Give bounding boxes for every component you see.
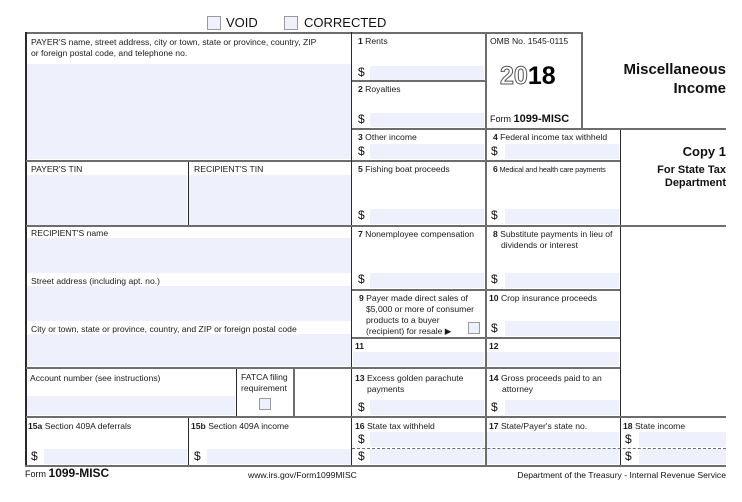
box7-dollar: $	[358, 272, 365, 286]
column-line-boxes	[485, 32, 487, 466]
street-address-input[interactable]	[26, 286, 351, 321]
row-line-box2	[352, 128, 726, 130]
corrected-label: CORRECTED	[304, 15, 387, 30]
box11-label: 11	[355, 341, 365, 351]
box10-dollar: $	[491, 321, 498, 335]
title-line-2: Income	[673, 80, 726, 97]
box18-dollar-2: $	[625, 449, 632, 463]
box14-label-2: attorney	[502, 384, 534, 394]
box8-input[interactable]	[505, 273, 619, 288]
void-label: VOID	[226, 15, 258, 30]
box10-label: 10 Crop insurance proceeds	[489, 293, 597, 303]
box16-dollar-1: $	[358, 432, 365, 446]
form-border-bottom	[25, 465, 726, 467]
recipient-tin-input[interactable]	[189, 175, 351, 225]
omb-form-prefix: Form	[490, 114, 511, 124]
corrected-checkbox[interactable]	[284, 16, 298, 30]
city-label: City or town, state or province, country, and ZIP or foreign postal code	[31, 324, 297, 334]
fatca-checkbox[interactable]	[259, 398, 271, 410]
box9-label-2: $5,000 or more of consumer	[366, 304, 474, 314]
box13-label-1: 13 Excess golden parachute	[355, 373, 464, 383]
city-input[interactable]	[26, 334, 351, 366]
row-line-account	[26, 416, 726, 418]
row-line-recipient	[26, 367, 620, 369]
box6-dollar: $	[491, 208, 498, 222]
omb-number: OMB No. 1545-0115	[490, 36, 569, 46]
row-line-box7	[352, 289, 620, 291]
form-border-left	[25, 32, 27, 466]
payer-name-label-1: PAYER'S name, street address, city or town, state or province, country, ZIP	[31, 37, 317, 47]
tin-divider	[188, 160, 189, 226]
row-line-box1	[352, 80, 485, 82]
box11-input[interactable]	[353, 352, 484, 366]
box15b-dollar: $	[194, 449, 201, 463]
box18-input-1[interactable]	[639, 432, 726, 447]
box1-input[interactable]	[370, 66, 484, 80]
box4-label: 4 Federal income tax withheld	[493, 132, 608, 142]
street-address-label: Street address (including apt. no.)	[31, 276, 160, 286]
box15b-label: 15b Section 409A income	[191, 421, 289, 431]
payer-tin-input[interactable]	[26, 175, 187, 225]
column-line-payer	[351, 32, 352, 466]
row-line-box9	[352, 337, 620, 339]
box4-dollar: $	[491, 144, 498, 158]
account-number-label: Account number (see instructions)	[30, 373, 161, 383]
box13-label-2: payments	[367, 384, 405, 394]
box6-input[interactable]	[505, 209, 619, 224]
fatca-right-line	[293, 367, 295, 416]
box6-label: 6 Medical and health care payments	[493, 164, 606, 174]
form-border-top	[25, 32, 582, 34]
footer-form-prefix: Form	[25, 469, 46, 479]
box8-dollar: $	[491, 272, 498, 286]
box18-input-2[interactable]	[639, 449, 726, 464]
box5-dollar: $	[358, 208, 365, 222]
fatca-label-2: requirement	[241, 383, 287, 393]
box17-input-2[interactable]	[487, 449, 619, 464]
tax-year-bold: 18	[527, 62, 556, 90]
box12-input[interactable]	[487, 352, 619, 366]
box10-input[interactable]	[505, 321, 619, 336]
box14-input[interactable]	[505, 400, 619, 415]
box17-input-1[interactable]	[487, 432, 619, 447]
omb-form-number: 1099-MISC	[513, 113, 570, 125]
void-checkbox[interactable]	[207, 16, 221, 30]
fatca-left-line	[236, 367, 237, 416]
box1-label: 1 Rents	[358, 36, 388, 46]
box9-label-3: products to a buyer	[366, 315, 440, 325]
box16-dollar-2: $	[358, 449, 365, 463]
box4-input[interactable]	[505, 144, 619, 159]
box2-input[interactable]	[370, 113, 484, 127]
copy-label: Copy 1	[682, 144, 726, 159]
box9-checkbox[interactable]	[468, 322, 480, 334]
box16-input-1[interactable]	[370, 432, 484, 447]
box7-input[interactable]	[370, 273, 484, 288]
fatca-label-1: FATCA filing	[241, 372, 288, 382]
box5-label: 5 Fishing boat proceeds	[358, 164, 450, 174]
column-line-omb	[581, 32, 583, 128]
box18-dollar-1: $	[625, 432, 632, 446]
payer-name-label-2: or foreign postal code, and telephone no.	[31, 48, 188, 58]
recipient-name-label: RECIPIENT'S name	[31, 228, 109, 238]
payer-tin-label: PAYER'S TIN	[31, 164, 83, 174]
box18-label: 18 State income	[623, 421, 686, 431]
for-label-1: For State Tax	[657, 164, 726, 176]
state-row-divider	[352, 448, 726, 449]
box15b-input[interactable]	[207, 449, 351, 464]
row-line-payer	[26, 160, 351, 162]
box3-dollar: $	[358, 144, 365, 158]
box15a-dollar: $	[31, 449, 38, 463]
box15a-label: 15a Section 409A deferrals	[28, 421, 132, 431]
box9-label-4: (recipient) for resale ▶	[366, 326, 452, 336]
box1-dollar: $	[358, 65, 365, 79]
footer-form-name	[25, 466, 109, 481]
box2-dollar: $	[358, 112, 365, 126]
tax-year-outline: 20	[500, 62, 528, 90]
box13-input[interactable]	[370, 400, 484, 415]
box8-label-1: 8 Substitute payments in lieu of	[493, 229, 613, 239]
box3-input[interactable]	[370, 144, 484, 159]
for-label-2: Department	[664, 177, 726, 189]
footer-url[interactable]: www.irs.gov/Form1099MISC	[248, 470, 357, 480]
box13-dollar: $	[358, 400, 365, 414]
box15a-input[interactable]	[44, 449, 187, 464]
box5-input[interactable]	[370, 209, 484, 224]
title-line-1: Miscellaneous	[623, 61, 726, 78]
box9-label-1: 9 Payer made direct sales of	[359, 293, 468, 303]
box17-label: 17 State/Payer's state no.	[489, 421, 588, 431]
omb-form-name	[490, 113, 569, 126]
box12-label: 12	[489, 341, 499, 351]
box7-label: 7 Nonemployee compensation	[358, 229, 475, 239]
footer-form-number: 1099-MISC	[48, 466, 110, 480]
account-number-input[interactable]	[26, 396, 235, 415]
box16-input-2[interactable]	[370, 449, 484, 464]
recipient-tin-label: RECIPIENT'S TIN	[194, 164, 264, 174]
box2-label: 2 Royalties	[358, 84, 401, 94]
box14-dollar: $	[491, 400, 498, 414]
payer-name-input[interactable]	[26, 64, 351, 159]
row-line-box3	[352, 160, 620, 162]
box3-label: 3 Other income	[358, 132, 417, 142]
footer-department: Department of the Treasury - Internal Revenue Service	[517, 470, 726, 480]
recipient-name-input[interactable]	[26, 238, 351, 273]
row-line-tin	[26, 225, 726, 227]
box15-divider	[188, 416, 189, 466]
tax-year	[500, 62, 556, 90]
box8-label-2: dividends or interest	[501, 240, 578, 250]
box16-label: 16 State tax withheld	[355, 421, 435, 431]
box14-label-1: 14 Gross proceeds paid to an	[489, 373, 602, 383]
